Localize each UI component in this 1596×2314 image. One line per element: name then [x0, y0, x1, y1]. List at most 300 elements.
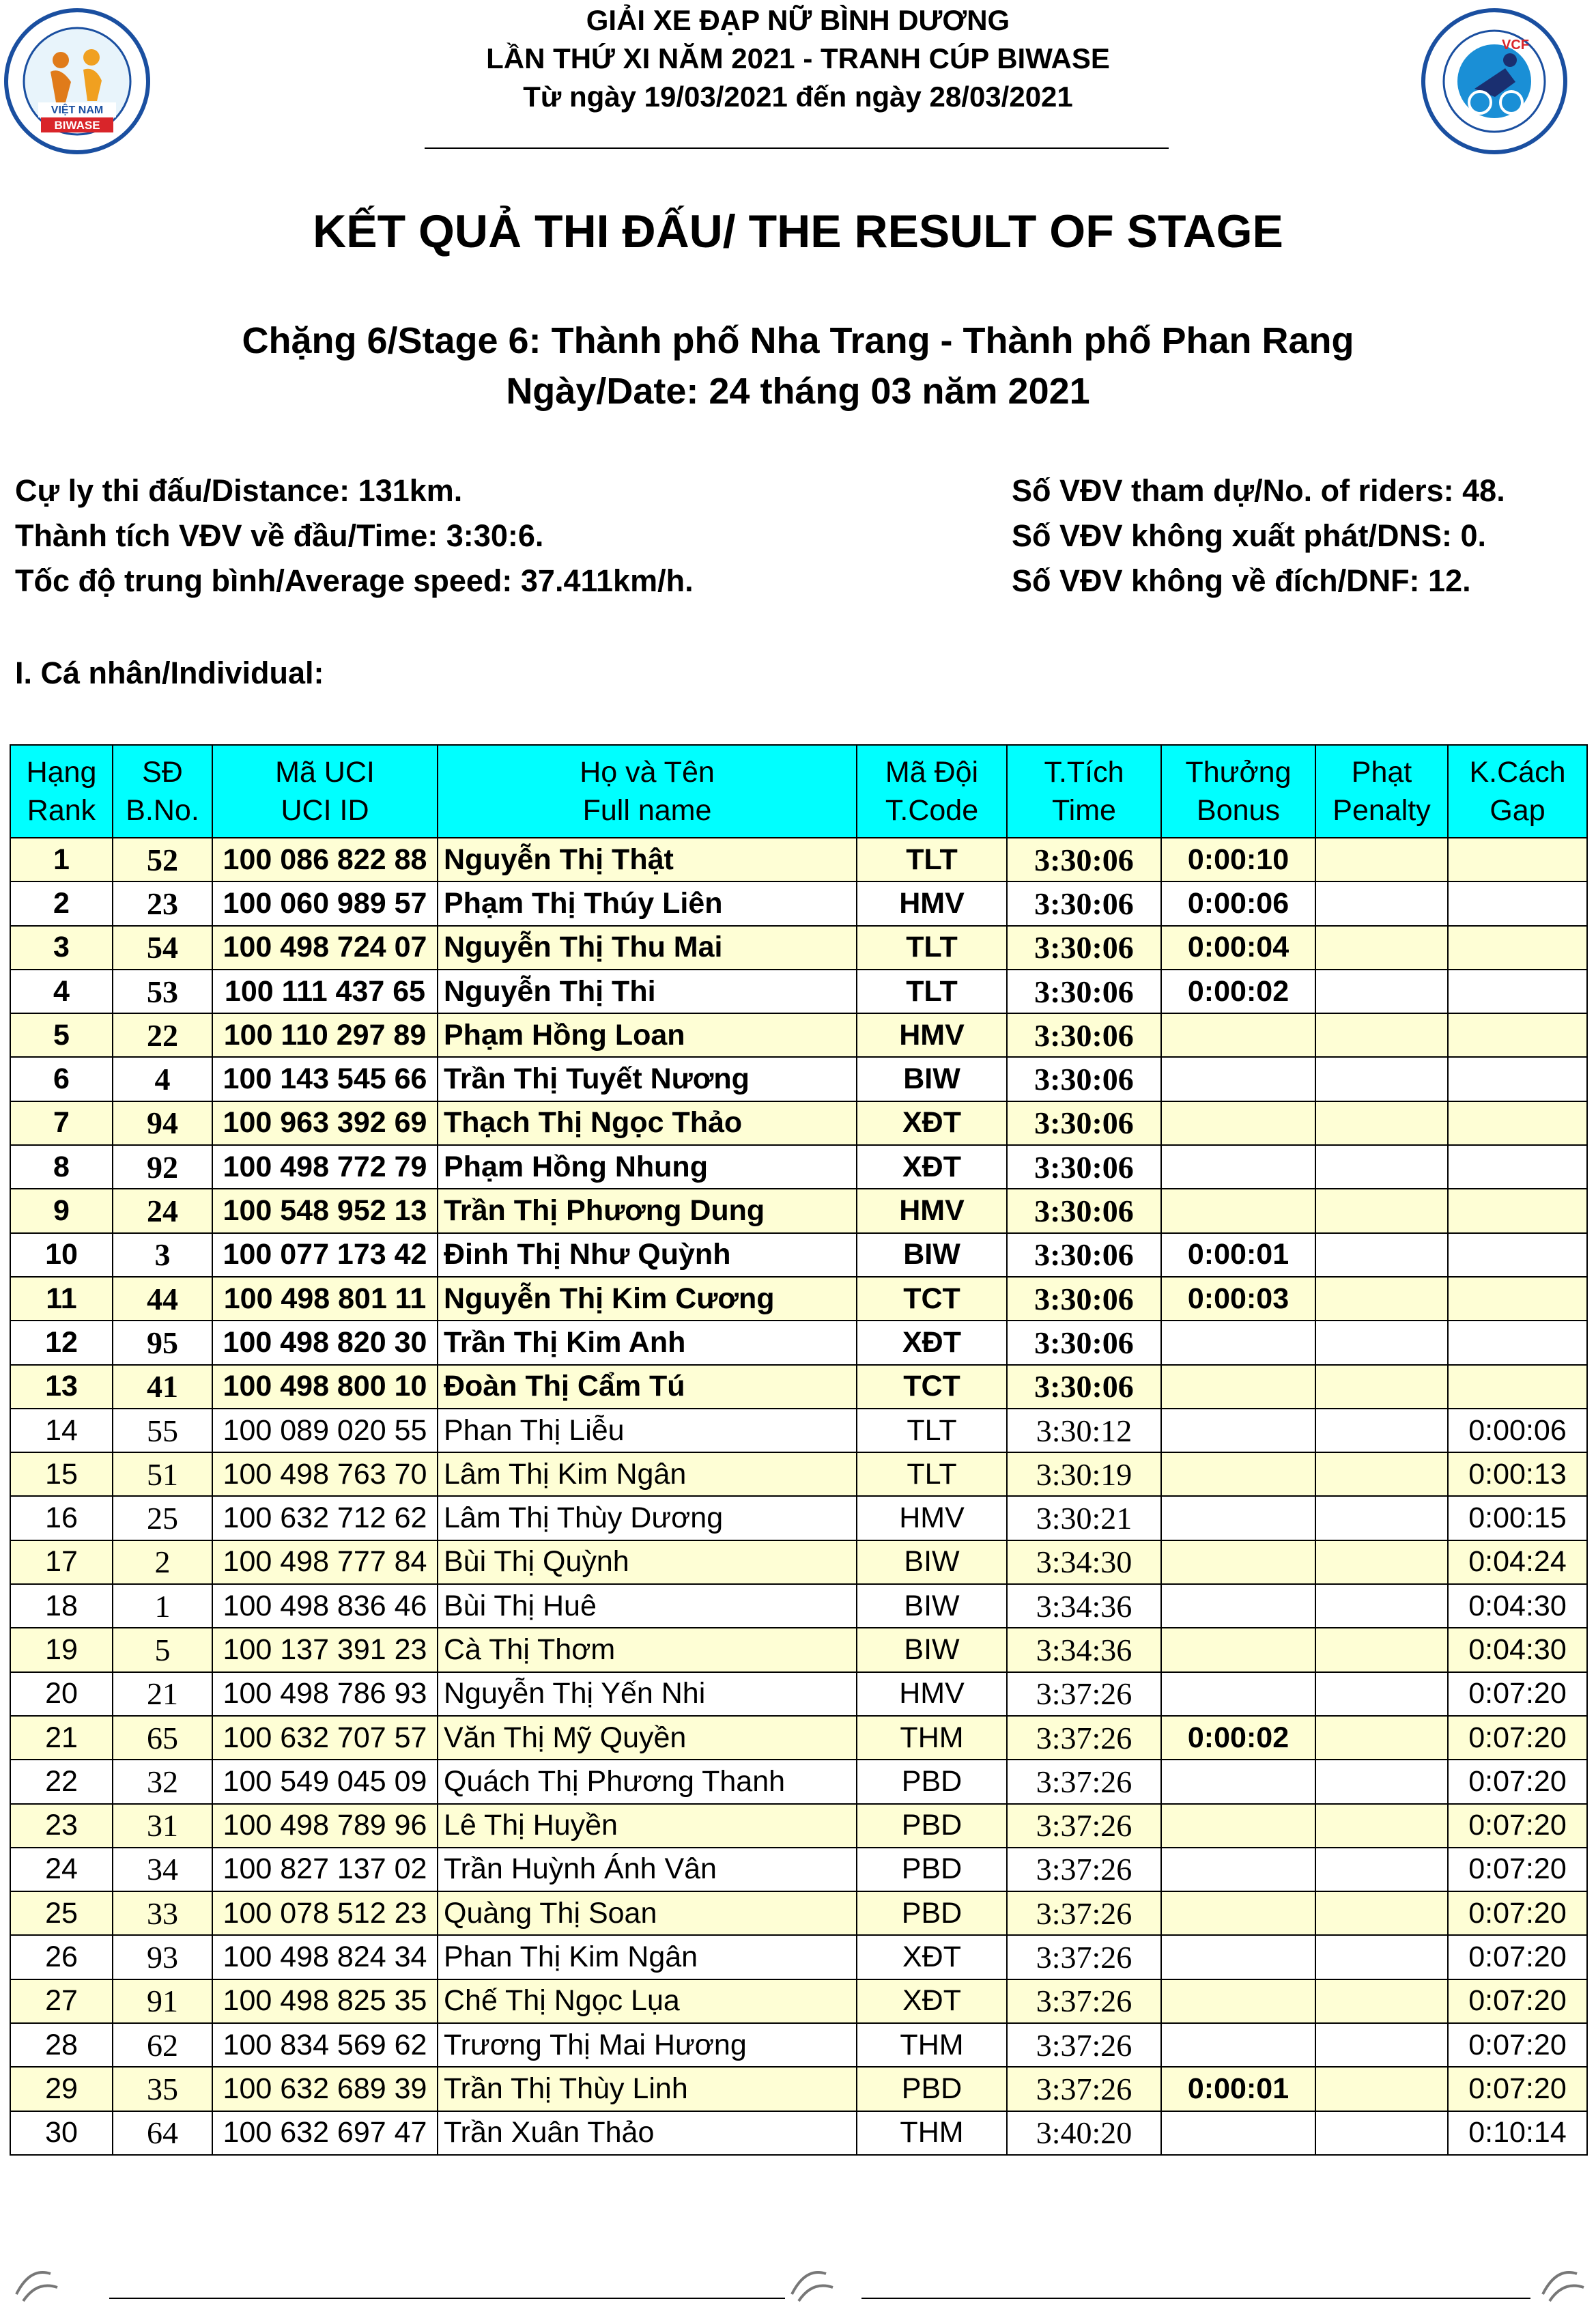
cell-time: 3:37:26 [1007, 1935, 1161, 1979]
cell-rank: 15 [10, 1452, 113, 1496]
cell-name: Nguyễn Thị Yến Nhi [438, 1672, 857, 1716]
cell-gap [1448, 1233, 1587, 1277]
cell-team: THM [857, 2111, 1007, 2155]
cell-gap: 0:00:13 [1448, 1452, 1587, 1496]
cell-gap: 0:07:20 [1448, 1804, 1587, 1848]
cell-bib: 65 [113, 1716, 212, 1760]
table-row [10, 1540, 1587, 1584]
cell-name: Văn Thị Mỹ Quyền [438, 1716, 857, 1760]
cell-name: Trương Thị Mai Hương [438, 2023, 857, 2067]
section-title: I. Cá nhân/Individual: [15, 655, 324, 690]
cell-gap [1448, 1365, 1587, 1409]
cell-rank: 25 [10, 1891, 113, 1935]
cell-gap: 0:00:06 [1448, 1409, 1587, 1452]
cell-bonus: 0:00:03 [1161, 1277, 1315, 1321]
cell-bonus [1161, 1584, 1315, 1628]
cell-gap: 0:07:20 [1448, 1979, 1587, 2023]
cell-bib: 32 [113, 1760, 212, 1803]
cell-uci: 100 549 045 09 [212, 1760, 438, 1803]
cell-name: Lâm Thị Thùy Dương [438, 1496, 857, 1540]
cell-uci: 100 498 801 11 [212, 1277, 438, 1321]
info-riders: Số VĐV tham dự/No. of riders: 48. [1012, 473, 1505, 508]
cell-rank: 27 [10, 1979, 113, 2023]
cell-gap [1448, 1101, 1587, 1145]
cell-name: Lâm Thị Kim Ngân [438, 1452, 857, 1496]
cell-gap: 0:07:20 [1448, 2023, 1587, 2067]
cell-penalty [1315, 1891, 1448, 1935]
cell-bonus [1161, 1057, 1315, 1101]
cell-uci: 100 632 689 39 [212, 2067, 438, 2111]
cell-team: HMV [857, 1496, 1007, 1540]
header-line-1: GIẢI XE ĐẠP NỮ BÌNH DƯƠNG [586, 4, 1010, 36]
cell-penalty [1315, 1716, 1448, 1760]
cell-bonus [1161, 1321, 1315, 1364]
info-average-speed: Tốc độ trung bình/Average speed: 37.411km/h. [15, 563, 694, 598]
cell-penalty [1315, 1760, 1448, 1803]
cell-bonus: 0:00:01 [1161, 1233, 1315, 1277]
cell-penalty [1315, 2023, 1448, 2067]
cell-gap [1448, 1189, 1587, 1232]
cell-rank: 1 [10, 838, 113, 881]
cell-name: Bùi Thị Quỳnh [438, 1540, 857, 1584]
table-row [10, 926, 1587, 970]
cell-time: 3:37:26 [1007, 1979, 1161, 2023]
cell-team: BIW [857, 1540, 1007, 1584]
cell-bonus [1161, 2023, 1315, 2067]
logo-right-text: VCF [1502, 38, 1529, 53]
cell-time: 3:30:06 [1007, 1057, 1161, 1101]
cell-rank: 13 [10, 1365, 113, 1409]
cell-gap: 0:07:20 [1448, 1716, 1587, 1760]
cell-bib: 54 [113, 926, 212, 970]
stage-date: Ngày/Date: 24 tháng 03 năm 2021 [506, 371, 1090, 412]
table-row [10, 2023, 1587, 2067]
cell-bonus [1161, 1935, 1315, 1979]
cell-rank: 21 [10, 1716, 113, 1760]
cell-penalty [1315, 1233, 1448, 1277]
cell-penalty [1315, 1804, 1448, 1848]
cell-bib: 34 [113, 1848, 212, 1891]
cell-bib: 2 [113, 1540, 212, 1584]
cell-bonus [1161, 1628, 1315, 1671]
col-bib: SĐ B.No. [113, 745, 212, 838]
cell-bib: 25 [113, 1496, 212, 1540]
col-penalty: Phạt Penalty [1315, 745, 1448, 838]
cell-rank: 30 [10, 2111, 113, 2155]
header-line-3: Từ ngày 19/03/2021 đến ngày 28/03/2021 [523, 81, 1073, 113]
cell-rank: 5 [10, 1013, 113, 1057]
cell-bib: 4 [113, 1057, 212, 1101]
cell-bonus [1161, 1672, 1315, 1716]
cell-penalty [1315, 1101, 1448, 1145]
cell-team: XĐT [857, 1979, 1007, 2023]
table-row [10, 1057, 1587, 1101]
cell-uci: 100 143 545 66 [212, 1057, 438, 1101]
cell-name: Bùi Thị Huê [438, 1584, 857, 1628]
cell-bonus [1161, 1540, 1315, 1584]
cell-team: XĐT [857, 1101, 1007, 1145]
cell-gap [1448, 1013, 1587, 1057]
cell-bib: 21 [113, 1672, 212, 1716]
cell-name: Trần Thị Phương Dung [438, 1189, 857, 1232]
cell-team: TLT [857, 970, 1007, 1013]
footer-cyclist-icon [10, 2253, 64, 2308]
cell-gap: 0:04:30 [1448, 1628, 1587, 1671]
cell-name: Trần Huỳnh Ánh Vân [438, 1848, 857, 1891]
cell-bib: 41 [113, 1365, 212, 1409]
cell-bib: 23 [113, 881, 212, 925]
cell-rank: 4 [10, 970, 113, 1013]
cell-penalty [1315, 970, 1448, 1013]
cell-penalty [1315, 1409, 1448, 1452]
cell-uci: 100 834 569 62 [212, 2023, 438, 2067]
table-row [10, 1145, 1587, 1189]
col-name: Họ và Tên Full name [438, 745, 857, 838]
cell-name: Quàng Thị Soan [438, 1891, 857, 1935]
cell-penalty [1315, 1013, 1448, 1057]
cell-name: Đinh Thị Như Quỳnh [438, 1233, 857, 1277]
cell-rank: 28 [10, 2023, 113, 2067]
cell-penalty [1315, 1628, 1448, 1671]
cell-rank: 16 [10, 1496, 113, 1540]
table-row [10, 1365, 1587, 1409]
cell-bonus: 0:00:10 [1161, 838, 1315, 881]
cell-time: 3:37:26 [1007, 1716, 1161, 1760]
header-line-2: LẦN THỨ XI NĂM 2021 - TRANH CÚP BIWASE [486, 42, 1110, 74]
table-row [10, 1584, 1587, 1628]
cell-bonus [1161, 1101, 1315, 1145]
cell-time: 3:37:26 [1007, 2023, 1161, 2067]
cell-penalty [1315, 2111, 1448, 2155]
cell-bonus [1161, 1365, 1315, 1409]
cell-name: Thạch Thị Ngọc Thảo [438, 1101, 857, 1145]
cell-bib: 35 [113, 2067, 212, 2111]
cell-uci: 100 632 707 57 [212, 1716, 438, 1760]
cell-uci: 100 077 173 42 [212, 1233, 438, 1277]
cell-bonus [1161, 1145, 1315, 1189]
cell-team: XĐT [857, 1145, 1007, 1189]
cell-team: PBD [857, 1891, 1007, 1935]
cell-name: Quách Thị Phương Thanh [438, 1760, 857, 1803]
cell-bib: 24 [113, 1189, 212, 1232]
cell-uci: 100 498 800 10 [212, 1365, 438, 1409]
cell-uci: 100 498 763 70 [212, 1452, 438, 1496]
cell-bib: 1 [113, 1584, 212, 1628]
cell-time: 3:30:21 [1007, 1496, 1161, 1540]
results-table [10, 744, 1588, 2156]
cell-uci: 100 089 020 55 [212, 1409, 438, 1452]
table-row [10, 1321, 1587, 1364]
cell-name: Lê Thị Huyền [438, 1804, 857, 1848]
cell-bonus [1161, 1760, 1315, 1803]
table-row [10, 1672, 1587, 1716]
cell-gap [1448, 1057, 1587, 1101]
cell-time: 3:30:06 [1007, 881, 1161, 925]
cell-bib: 64 [113, 2111, 212, 2155]
cell-penalty [1315, 1277, 1448, 1321]
cell-bonus: 0:00:01 [1161, 2067, 1315, 2111]
cell-team: XĐT [857, 1321, 1007, 1364]
cell-uci: 100 498 772 79 [212, 1145, 438, 1189]
cell-rank: 7 [10, 1101, 113, 1145]
table-row [10, 2111, 1587, 2155]
cell-penalty [1315, 1057, 1448, 1101]
cell-uci: 100 632 697 47 [212, 2111, 438, 2155]
cell-rank: 2 [10, 881, 113, 925]
cell-gap [1448, 1277, 1587, 1321]
cell-bonus: 0:00:06 [1161, 881, 1315, 925]
cell-time: 3:30:06 [1007, 1145, 1161, 1189]
cell-uci: 100 498 825 35 [212, 1979, 438, 2023]
cell-rank: 12 [10, 1321, 113, 1364]
cell-bib: 33 [113, 1891, 212, 1935]
cell-bib: 22 [113, 1013, 212, 1057]
cell-bonus [1161, 1409, 1315, 1452]
cell-name: Chế Thị Ngọc Lụa [438, 1979, 857, 2023]
cell-uci: 100 078 512 23 [212, 1891, 438, 1935]
cell-rank: 22 [10, 1760, 113, 1803]
cell-name: Nguyễn Thị Thật [438, 838, 857, 881]
cell-rank: 26 [10, 1935, 113, 1979]
cell-bonus [1161, 2111, 1315, 2155]
cell-uci: 100 498 820 30 [212, 1321, 438, 1364]
info-leader-time: Thành tích VĐV về đầu/Time: 3:30:6. [15, 518, 544, 553]
cell-time: 3:37:26 [1007, 1848, 1161, 1891]
cell-penalty [1315, 1540, 1448, 1584]
table-row [10, 1848, 1587, 1891]
col-time: T.Tích Time [1007, 745, 1161, 838]
cell-uci: 100 137 391 23 [212, 1628, 438, 1671]
cell-time: 3:37:26 [1007, 1804, 1161, 1848]
cell-rank: 20 [10, 1672, 113, 1716]
cell-bonus [1161, 1979, 1315, 2023]
cell-bonus [1161, 1496, 1315, 1540]
cell-name: Trần Xuân Thảo [438, 2111, 857, 2155]
cell-name: Nguyễn Thị Thu Mai [438, 926, 857, 970]
table-row [10, 1013, 1587, 1057]
cell-bib: 5 [113, 1628, 212, 1671]
cell-team: THM [857, 1716, 1007, 1760]
cell-bib: 55 [113, 1409, 212, 1452]
cell-time: 3:30:06 [1007, 838, 1161, 881]
info-distance: Cự ly thi đấu/Distance: 131km. [15, 473, 463, 508]
cell-rank: 23 [10, 1804, 113, 1848]
table-row [10, 838, 1587, 881]
cell-bonus [1161, 1848, 1315, 1891]
cell-uci: 100 498 724 07 [212, 926, 438, 970]
cell-team: THM [857, 2023, 1007, 2067]
footer-line-right [861, 2298, 1530, 2299]
cell-bib: 95 [113, 1321, 212, 1364]
table-row [10, 1935, 1587, 1979]
cell-team: TLT [857, 838, 1007, 881]
cell-gap: 0:10:14 [1448, 2111, 1587, 2155]
cell-time: 3:30:06 [1007, 1365, 1161, 1409]
cell-team: BIW [857, 1057, 1007, 1101]
cell-bib: 92 [113, 1145, 212, 1189]
cell-penalty [1315, 1145, 1448, 1189]
cell-bonus [1161, 1891, 1315, 1935]
table-row [10, 970, 1587, 1013]
cell-time: 3:30:06 [1007, 1321, 1161, 1364]
cell-name: Trần Thị Kim Anh [438, 1321, 857, 1364]
cell-bib: 91 [113, 1979, 212, 2023]
col-uci: Mã UCI UCI ID [212, 745, 438, 838]
cell-time: 3:30:12 [1007, 1409, 1161, 1452]
table-row [10, 1804, 1587, 1848]
cell-penalty [1315, 1672, 1448, 1716]
cell-time: 3:40:20 [1007, 2111, 1161, 2155]
col-gap: K.Cách Gap [1448, 745, 1587, 838]
cell-team: TCT [857, 1277, 1007, 1321]
cell-gap: 0:07:20 [1448, 1891, 1587, 1935]
cell-time: 3:37:26 [1007, 1891, 1161, 1935]
cell-team: BIW [857, 1584, 1007, 1628]
cell-uci: 100 963 392 69 [212, 1101, 438, 1145]
cell-rank: 18 [10, 1584, 113, 1628]
cell-bonus: 0:00:04 [1161, 926, 1315, 970]
cell-penalty [1315, 1496, 1448, 1540]
cell-name: Cà Thị Thơm [438, 1628, 857, 1671]
cell-team: TLT [857, 1452, 1007, 1496]
cell-rank: 9 [10, 1189, 113, 1232]
cell-team: PBD [857, 1804, 1007, 1848]
cell-team: HMV [857, 1672, 1007, 1716]
cell-bib: 94 [113, 1101, 212, 1145]
cell-gap [1448, 1321, 1587, 1364]
cell-team: HMV [857, 1189, 1007, 1232]
cell-rank: 14 [10, 1409, 113, 1452]
cell-team: TLT [857, 926, 1007, 970]
cell-penalty [1315, 926, 1448, 970]
cell-gap [1448, 838, 1587, 881]
cell-bonus: 0:00:02 [1161, 1716, 1315, 1760]
cell-bib: 53 [113, 970, 212, 1013]
cell-bonus [1161, 1452, 1315, 1496]
col-bonus: Thưởng Bonus [1161, 745, 1315, 838]
cell-time: 3:30:06 [1007, 1277, 1161, 1321]
cell-gap: 0:07:20 [1448, 1760, 1587, 1803]
cell-gap: 0:04:30 [1448, 1584, 1587, 1628]
cell-rank: 29 [10, 2067, 113, 2111]
table-row [10, 2067, 1587, 2111]
cell-penalty [1315, 838, 1448, 881]
cell-time: 3:30:06 [1007, 970, 1161, 1013]
col-team: Mã Đội T.Code [857, 745, 1007, 838]
cell-bib: 52 [113, 838, 212, 881]
info-dnf: Số VĐV không về đích/DNF: 12. [1012, 563, 1471, 598]
cell-bonus [1161, 1013, 1315, 1057]
cell-name: Đoàn Thị Cẩm Tú [438, 1365, 857, 1409]
cell-team: HMV [857, 1013, 1007, 1057]
cell-name: Phạm Hồng Nhung [438, 1145, 857, 1189]
cell-bonus: 0:00:02 [1161, 970, 1315, 1013]
cell-rank: 19 [10, 1628, 113, 1671]
stage-title: Chặng 6/Stage 6: Thành phố Nha Trang - Thành phố Phan Rang [242, 320, 1354, 361]
cell-time: 3:37:26 [1007, 1760, 1161, 1803]
cell-name: Phạm Hồng Loan [438, 1013, 857, 1057]
table-row [10, 1716, 1587, 1760]
logo-left-text: BIWASE [54, 119, 100, 132]
cell-penalty [1315, 2067, 1448, 2111]
cell-penalty [1315, 1365, 1448, 1409]
cell-time: 3:30:19 [1007, 1452, 1161, 1496]
cell-team: BIW [857, 1233, 1007, 1277]
cell-rank: 24 [10, 1848, 113, 1891]
cell-gap: 0:07:20 [1448, 1935, 1587, 1979]
cell-name: Nguyễn Thị Kim Cương [438, 1277, 857, 1321]
cell-uci: 100 827 137 02 [212, 1848, 438, 1891]
footer-cyclist-icon [1536, 2253, 1591, 2308]
cell-penalty [1315, 1321, 1448, 1364]
cell-bib: 62 [113, 2023, 212, 2067]
cell-team: HMV [857, 881, 1007, 925]
cell-gap: 0:07:20 [1448, 1848, 1587, 1891]
cell-rank: 6 [10, 1057, 113, 1101]
cell-time: 3:34:36 [1007, 1628, 1161, 1671]
cell-penalty [1315, 1452, 1448, 1496]
cell-time: 3:37:26 [1007, 1672, 1161, 1716]
cell-gap [1448, 881, 1587, 925]
cell-team: TLT [857, 1409, 1007, 1452]
footer-line-left [109, 2298, 785, 2299]
table-row [10, 1628, 1587, 1671]
header-divider [425, 147, 1169, 149]
table-row [10, 1101, 1587, 1145]
cell-uci: 100 111 437 65 [212, 970, 438, 1013]
cell-team: XĐT [857, 1935, 1007, 1979]
table-row [10, 1189, 1587, 1232]
cell-rank: 3 [10, 926, 113, 970]
table-row [10, 1277, 1587, 1321]
cell-time: 3:30:06 [1007, 926, 1161, 970]
cell-uci: 100 110 297 89 [212, 1013, 438, 1057]
cell-name: Phạm Thị Thúy Liên [438, 881, 857, 925]
table-row [10, 1452, 1587, 1496]
cell-penalty [1315, 1189, 1448, 1232]
cell-gap: 0:07:20 [1448, 1672, 1587, 1716]
cell-uci: 100 498 786 93 [212, 1672, 438, 1716]
cell-uci: 100 498 824 34 [212, 1935, 438, 1979]
cell-team: PBD [857, 1760, 1007, 1803]
cell-gap: 0:07:20 [1448, 2067, 1587, 2111]
cell-rank: 11 [10, 1277, 113, 1321]
cell-team: BIW [857, 1628, 1007, 1671]
cell-bib: 44 [113, 1277, 212, 1321]
logo-left-sub: VIỆT NAM [51, 104, 104, 116]
cell-uci: 100 498 789 96 [212, 1804, 438, 1848]
table-row [10, 1496, 1587, 1540]
cell-uci: 100 086 822 88 [212, 838, 438, 881]
cell-time: 3:30:06 [1007, 1101, 1161, 1145]
cell-penalty [1315, 1979, 1448, 2023]
footer-cyclist-icon [785, 2253, 840, 2308]
results-body [10, 838, 1587, 2155]
cell-uci: 100 548 952 13 [212, 1189, 438, 1232]
cell-gap [1448, 970, 1587, 1013]
cell-time: 3:30:06 [1007, 1233, 1161, 1277]
col-rank: Hạng Rank [10, 745, 113, 838]
cell-rank: 17 [10, 1540, 113, 1584]
cell-gap [1448, 1145, 1587, 1189]
cell-penalty [1315, 1935, 1448, 1979]
page-title: KẾT QUẢ THI ĐẤU/ THE RESULT OF STAGE [313, 206, 1283, 257]
cell-bib: 93 [113, 1935, 212, 1979]
table-row [10, 1891, 1587, 1935]
table-row [10, 1979, 1587, 2023]
cell-uci: 100 632 712 62 [212, 1496, 438, 1540]
info-dns: Số VĐV không xuất phát/DNS: 0. [1012, 518, 1487, 553]
